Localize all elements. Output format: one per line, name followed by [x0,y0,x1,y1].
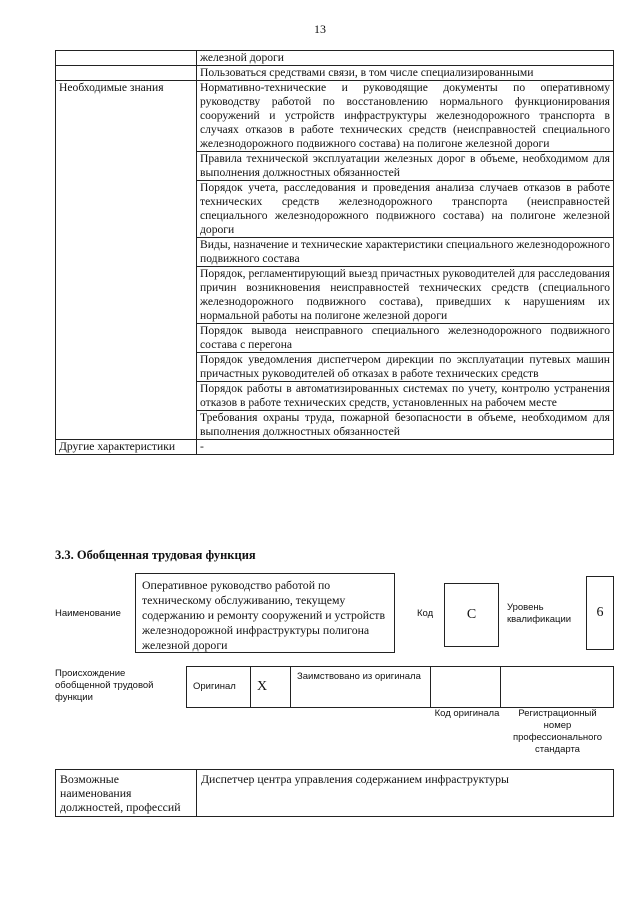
registration-number-caption: Регистрационный номер профессионального стандарта [513,708,602,755]
function-name-value: Оперативное руководство работой по техническому обслуживанию, текущему содержанию и ремонту сооружений и устройств железнодорожной инфраструктуры полигона железной дороги [135,573,395,653]
positions-label: Возможные наименования должностей, профессий [56,770,197,817]
positions-table [55,769,614,817]
original-code-caption: Код оригинала [434,708,500,719]
table-row [56,66,614,81]
empty-label-cell [56,66,197,81]
table-row [56,81,614,152]
original-label: Оригинал [187,667,251,708]
origin-table [186,666,614,708]
original-code-cell [431,667,501,708]
positions-value: Диспетчер центра управления содержанием инфраструктуры [197,770,614,817]
code-value: C [444,583,499,647]
knowledge-item: Виды, назначение и технические характеристики специального железнодорожного подвижного состава [197,238,614,267]
knowledge-item: Нормативно-технические и руководящие документы по оперативному руководству работой по восстановлению нормального функционирования сооружений и устройств инфраструктуры железнодорожного транспорта в случаях отказов в работе технических средств (неисправностей специального железнодорожного подвижного состава) на полигоне железной дороги [197,81,614,152]
section-title: 3.3. Обобщенная трудовая функция [55,548,256,562]
knowledge-item: Порядок вывода неисправного специального железнодорожного подвижного состава с перегона [197,324,614,353]
other-characteristics-value: - [197,440,614,455]
knowledge-table [55,50,614,455]
other-characteristics-label: Другие характеристики [56,440,197,455]
code-label: Код [417,608,434,619]
name-label: Наименование [55,608,121,619]
page-number: 13 [314,22,326,36]
registration-number-cell [501,667,614,708]
skill-text: Пользоваться средствами связи, в том числе специализированными [197,66,614,81]
table-row [56,770,614,817]
knowledge-item: Порядок, регламентирующий выезд причастных руководителей для расследования причин возникновения неисправностей технических средств (специального железнодорожного подвижного состава), приведших к нарушениям их нормальной работы на полигоне железной дороги [197,267,614,324]
qualification-level-value: 6 [586,576,614,650]
knowledge-item: Требования охраны труда, пожарной безопасности в объеме, необходимом для выполнения должностных обязанностей [197,411,614,440]
origin-label: Происхождение обобщенной трудовой функции [55,668,154,703]
knowledge-label: Необходимые знания [56,81,197,440]
table-row [187,667,614,708]
table-row [56,51,614,66]
borrowed-label: Заимствовано из оригинала [291,667,431,708]
knowledge-item: Правила технической эксплуатации железных дорог в объеме, необходимом для выполнения должностных обязанностей [197,152,614,181]
qualification-level-label: Уровень квалификации [507,602,572,625]
knowledge-item: Порядок учета, расследования и проведения анализа случаев отказов в работе технических средств железнодорожного транспорта (неисправностей специального железнодорожного подвижного состава) на полигоне железной дороги [197,181,614,238]
knowledge-item: Порядок уведомления диспетчером дирекции по эксплуатации путевых машин причастных руководителей об отказах в работе технических средств [197,353,614,382]
table-row [56,440,614,455]
knowledge-item: Порядок работы в автоматизированных системах по учету, контролю устранения отказов в работе технических средств, установленных на рабочем месте [197,382,614,411]
empty-label-cell [56,51,197,66]
original-mark: X [251,667,291,708]
skill-text: железной дороги [197,51,614,66]
